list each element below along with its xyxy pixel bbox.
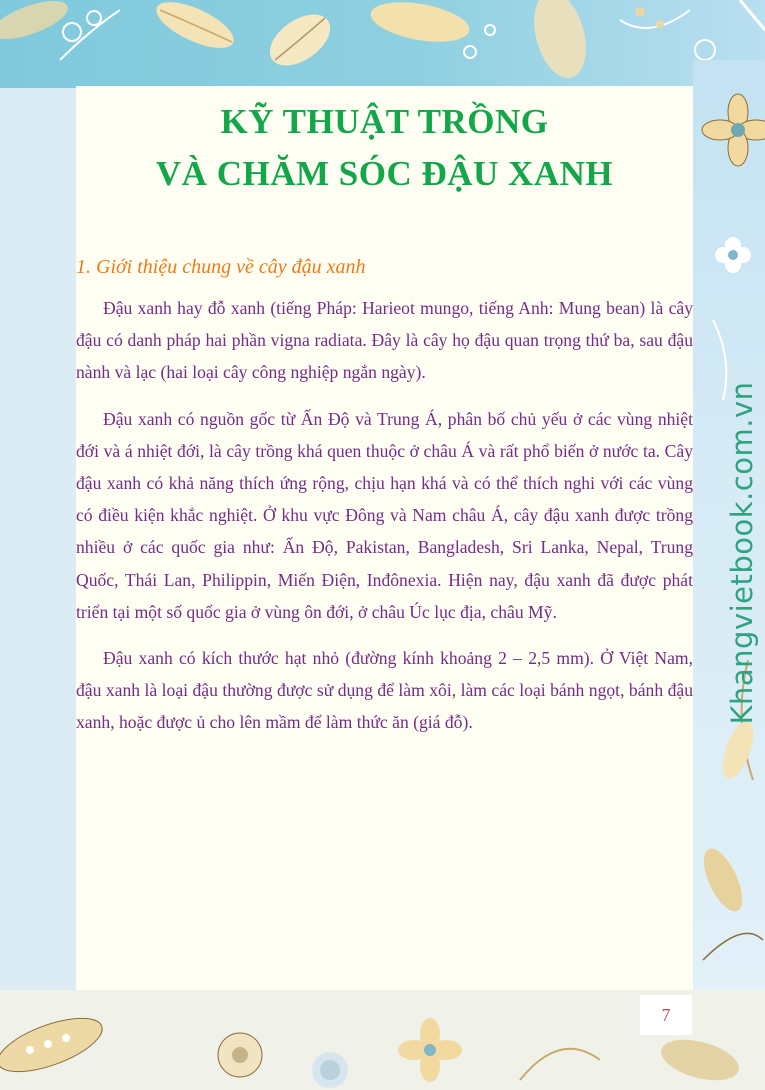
paragraph-3: Đậu xanh có kích thước hạt nhỏ (đường kính khoảng 2 – 2,5 mm). Ở Việt Nam, đậu xanh là loại đậu thường được sử dụng để làm xôi, làm các loại bánh ngọt, bánh đậu xanh, hoặc được ủ cho lên mầm để làm thức ăn (giá đỗ).	[76, 648, 693, 733]
page-title-line-1: KỸ THUẬT TRỒNG	[220, 102, 549, 141]
page-title-line-2: VÀ CHĂM SÓC ĐẬU XANH	[155, 154, 614, 193]
paragraph-1: Đậu xanh hay đỗ xanh (tiếng Pháp: Harieot mungo, tiếng Anh: Mung bean) là cây đậu có danh pháp hai phần vigna radiata. Đây là cây họ đậu quan trọng thứ ba, sau đậu nành và lạc (hai loại cây công nghiệp ngắn ngày).	[76, 298, 693, 383]
page-number: 7	[640, 995, 692, 1035]
page-content-area	[76, 86, 693, 990]
watermark	[723, 381, 761, 724]
leaf-decoration-icon	[0, 0, 765, 88]
body-text	[76, 292, 693, 753]
section-heading: 1. Giới thiệu chung về cây đậu xanh	[76, 256, 366, 278]
watermark-text: Khangvietbook.com.vn	[725, 381, 759, 724]
paragraph-2: Đậu xanh có nguồn gốc từ Ấn Độ và Trung Á, phân bố chủ yếu ở các vùng nhiệt đới và á nhiệt đới, là cây trồng khá quen thuộc ở châu Á và rất phổ biến ở nước ta. Cây đậu xanh có khả năng thích ứng rộng, chịu hạn khá và có thể thích nghi với các vùng có điều kiện khắc nghiệt. Ở khu vực Đông và Nam châu Á, cây đậu xanh được trồng nhiều ở các quốc gia như: Ấn Độ, Pakistan, Bangladesh, Sri Lanka, Nepal, Trung Quốc, Thái Lan, Philippin, Miến Điện, Inđônexia. Hiện nay, đậu xanh đã được phát triển tại một số quốc gia ở vùng ôn đới, ở châu Úc lục địa, châu Mỹ.	[76, 408, 693, 622]
top-decorative-band	[0, 0, 765, 88]
